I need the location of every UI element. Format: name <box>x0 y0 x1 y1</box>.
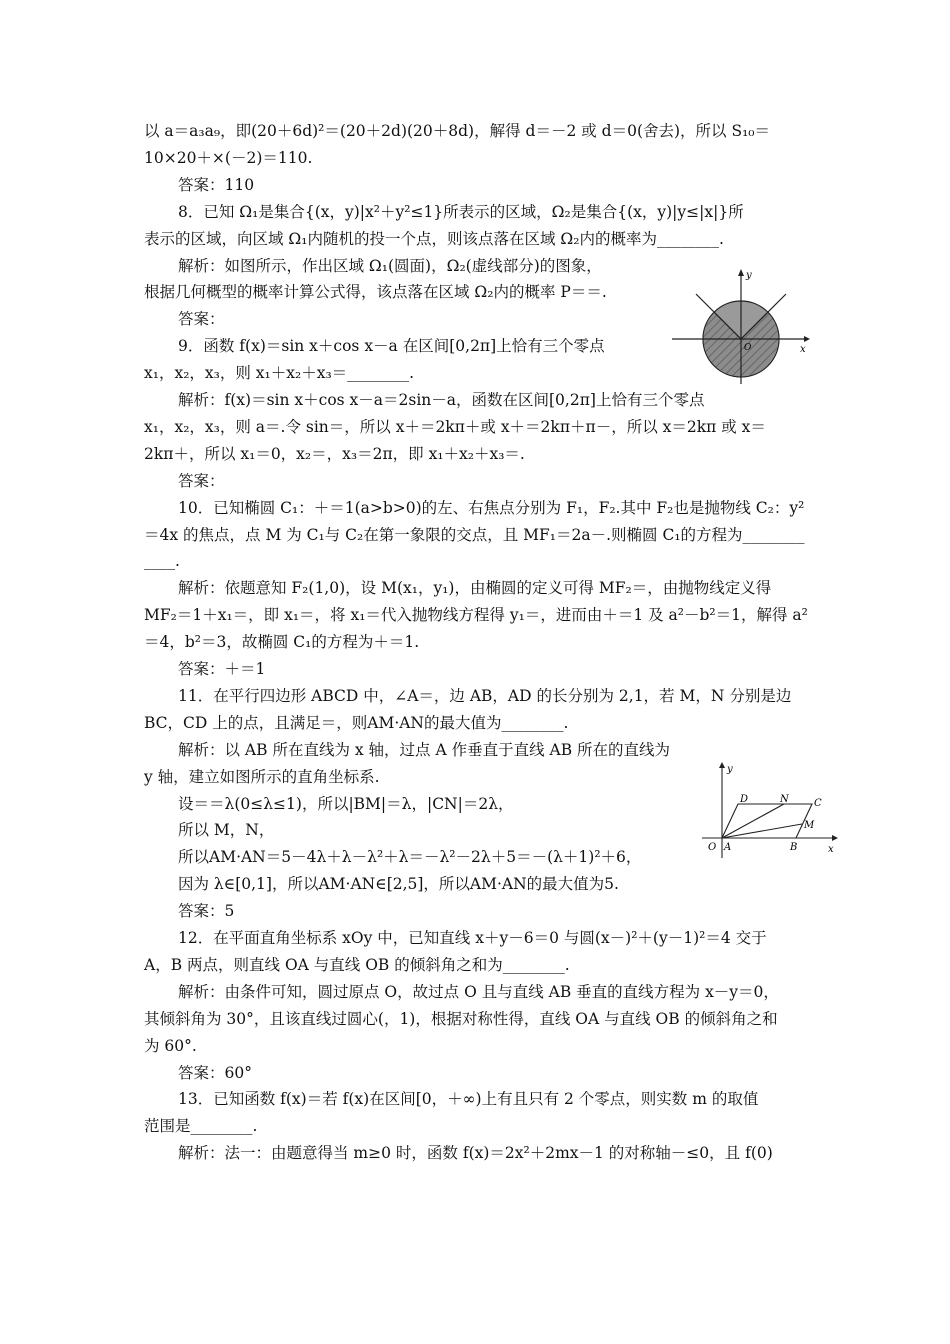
text-line: ＝4，b²＝3，故椭圆 C₁的方程为＋＝1. <box>144 633 420 652</box>
label-n: N <box>780 794 789 805</box>
label-m: M <box>804 820 815 831</box>
x-axis-label: x <box>800 344 806 355</box>
text-line: 13．已知函数 f(x)＝若 f(x)在区间[0，＋∞)上有且只有 2 个零点，则实数 m 的取值 <box>178 1090 759 1109</box>
text-line: 答案：＋＝1 <box>178 660 266 678</box>
text-line: 答案：110 <box>178 175 255 194</box>
label-c: C <box>814 798 822 809</box>
label-b: B <box>790 842 798 853</box>
y-axis-label: y <box>727 764 733 775</box>
text-line: 解析：如图所示，作出区域 Ω₁(圆面)，Ω₂(虚线部分)的图象， <box>178 256 602 275</box>
text-line: 2kπ＋，所以 x₁＝0，x₂＝，x₃＝2π，即 x₁＋x₂＋x₃＝. <box>144 444 525 463</box>
label-a: A <box>724 842 732 853</box>
text-line: ____. <box>144 552 180 571</box>
text-line: 9．函数 f(x)＝sin x＋cos x－a 在区间[0,2π]上恰有三个零点 <box>178 337 605 356</box>
text-line: 10×20＋×(－2)＝110. <box>144 148 313 167</box>
text-line: 解析：f(x)＝sin x＋cos x－a＝2sin－a，函数在区间[0,2π]上恰有三个零点 <box>178 391 705 409</box>
text-line: 其倾斜角为 30°，且该直线过圆心(，1)，根据对称性得，直线 OA 与直线 OB 的倾斜角之和 <box>144 1009 778 1028</box>
text-line: 解析：依题意知 F₂(1,0)，设 M(x₁，y₁)，由椭圆的定义可得 MF₂＝，由抛物线定义得 <box>178 579 772 598</box>
text-line: 因为 λ∈[0,1]，所以AM·AN∈[2,5]，所以AM·AN的最大值为5. <box>178 875 619 894</box>
text-line: 为 60°. <box>144 1036 197 1055</box>
text-line: 范围是________. <box>144 1117 258 1136</box>
origin-label: O <box>744 343 752 353</box>
text-line: 所以AM·AN＝5－4λ＋λ－λ²＋λ＝－λ²－2λ＋5＝－(λ＋1)²＋6， <box>178 848 642 867</box>
text-line: MF₂＝1＋x₁＝，即 x₁＝，将 x₁＝代入抛物线方程得 y₁＝，进而由＋＝1 及 a²－b²＝1，解得 a² <box>144 606 808 625</box>
text-line: x₁，x₂，x₃，则 a＝.令 sin＝，所以 x＋＝2kπ＋或 x＋＝2kπ＋π－，所以 x＝2kπ 或 x＝ <box>144 417 766 436</box>
text-line: 答案： <box>178 310 225 329</box>
text-line: 答案： <box>178 471 225 490</box>
x-axis-label: x <box>828 844 834 855</box>
label-d: D <box>740 794 749 805</box>
text-line: 表示的区域，向区域 Ω₁内随机的投一个点，则该点落在区域 Ω₂内的概率为________. <box>144 229 724 248</box>
figure-parallelogram <box>700 760 840 860</box>
text-line: y 轴，建立如图所示的直角坐标系. <box>144 767 380 786</box>
text-line: 答案：5 <box>178 902 235 921</box>
figure-circle-region <box>672 266 812 384</box>
text-line: x₁，x₂，x₃，则 x₁＋x₂＋x₃＝________. <box>144 364 415 383</box>
parallelogram-abcd <box>722 804 812 838</box>
text-line: 所以 M，N， <box>178 821 275 840</box>
text-line: 解析：法一：由题意得当 m≥0 时，函数 f(x)＝2x²＋2mx－1 的对称轴－≤0，且 f(0) <box>178 1144 773 1163</box>
text-line: 10．已知椭圆 C₁：＋＝1(a>b>0)的左、右焦点分别为 F₁，F₂.其中 F₂也是抛物线 C₂：y² <box>178 498 805 517</box>
label-o: O <box>708 842 717 853</box>
text-line: 解析：由条件可知，圆过原点 O，故过点 O 且与直线 AB 垂直的直线方程为 x－y＝0， <box>178 982 779 1001</box>
text-line: BC，CD 上的点，且满足＝，则AM·AN的最大值为________. <box>144 713 569 732</box>
text-line: 12．在平面直角坐标系 xOy 中，已知直线 x＋y－6＝0 与圆(x－)²＋(y－1)²＝4 交于 <box>178 929 767 947</box>
text-line: ＝4x 的焦点，点 M 为 C₁与 C₂在第一象限的交点，且 MF₁＝2a－.则椭圆 C₁的方程为________ <box>144 525 805 544</box>
text-line: 设＝＝λ(0≤λ≤1)，所以|BM|＝λ，|CN|＝2λ， <box>178 794 514 813</box>
text-line: 以 a＝a₃a₉，即(20＋6d)²＝(20＋2d)(20＋8d)，解得 d＝－2 或 d＝0(舍去)，所以 S₁₀＝ <box>144 122 771 140</box>
text-line: A，B 两点，则直线 OA 与直线 OB 的倾斜角之和为________. <box>144 955 570 974</box>
text-line: 8．已知 Ω₁是集合{(x，y)|x²＋y²≤1}所表示的区域，Ω₂是集合{(x，y)|y≤|x|}所 <box>178 202 744 221</box>
text-line: 答案：60° <box>178 1063 252 1082</box>
text-line: 解析：以 AB 所在直线为 x 轴，过点 A 作垂直于直线 AB 所在的直线为 <box>178 740 671 759</box>
text-line: 根据几何概型的概率计算公式得，该点落在区域 Ω₂内的概率 P＝＝. <box>144 283 607 302</box>
text-line: 11．在平行四边形 ABCD 中，∠A＝，边 AB，AD 的长分别为 2,1，若 M，N 分别是边 <box>178 686 792 705</box>
y-axis-label: y <box>746 270 752 281</box>
